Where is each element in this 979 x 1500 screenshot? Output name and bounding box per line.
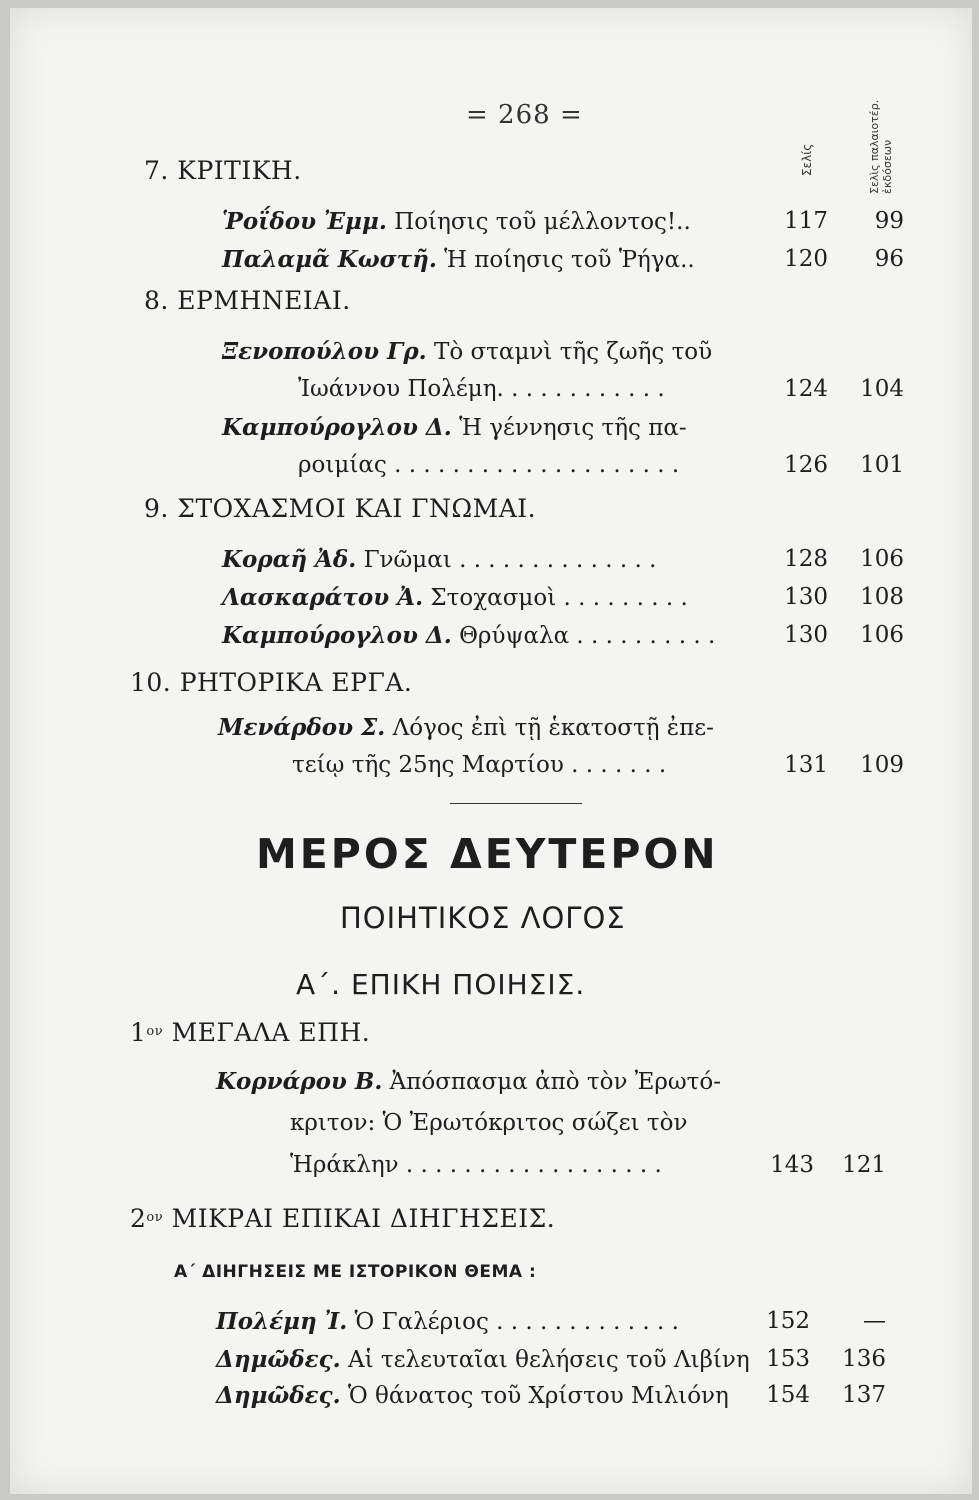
entry-author: Ξενοπούλου Γρ.	[222, 338, 427, 365]
toc-entry	[222, 546, 656, 573]
entry-continuation: ροιμίας . . . . . . . . . . . . . . . . . . . .	[298, 452, 680, 478]
entry-continuation: κριτον: Ὁ Ἐρωτόκριτος σώζει τὸν	[290, 1110, 688, 1136]
entry-page: 154	[766, 1382, 810, 1408]
entry-page: 143	[770, 1152, 814, 1178]
entry-author: Κοραῆ Ἀδ.	[222, 546, 357, 573]
entry-author: Ῥοΐδου Ἐμμ.	[222, 208, 387, 235]
entry-continuation: Ἡράκλην . . . . . . . . . . . . . . . . . .	[290, 1152, 662, 1178]
section-number: 2	[130, 1204, 147, 1233]
toc-entry	[216, 1068, 721, 1095]
toc-entry	[222, 208, 691, 235]
entry-title: Θρύψαλα . . . . . . . . . .	[459, 623, 716, 649]
section-label: ΜΕΓΑΛΑ ΕΠΗ.	[171, 1018, 371, 1047]
entry-old-page: 104	[860, 376, 904, 402]
subsection-heading: Α΄ ΔΙΗΓΗΣΕΙΣ ΜΕ ΙΣΤΟΡΙΚΟΝ ΘΕΜΑ :	[174, 1262, 537, 1282]
entry-old-page: 106	[860, 546, 904, 572]
entry-title: Ἀπόσπασμα ἀπὸ τὸν Ἐρωτό-	[389, 1069, 721, 1095]
entry-page: 153	[766, 1346, 810, 1372]
toc-entry	[222, 622, 715, 649]
entry-page: 124	[784, 376, 828, 402]
entry-author: Παλαμᾶ Κωστῆ.	[222, 246, 437, 273]
section-number: 1	[130, 1018, 147, 1047]
entry-title: Γνῶμαι . . . . . . . . . . . . . .	[363, 547, 657, 573]
entry-old-page: 137	[842, 1382, 886, 1408]
entry-page: 152	[766, 1308, 810, 1334]
entry-author: Καμπούρογλου Δ.	[222, 622, 452, 649]
entry-title: Ὁ Γαλέριος . . . . . . . . . . . . .	[354, 1309, 679, 1335]
entry-page: 128	[784, 546, 828, 572]
entry-page: 131	[784, 752, 828, 778]
entry-old-page: 106	[860, 622, 904, 648]
section-ordinal: ον	[146, 1024, 164, 1039]
part-title: ΜΕΡΟΣ ΔΕΥΤΕΡΟΝ	[256, 830, 719, 878]
entry-page: 130	[784, 584, 828, 610]
entry-title: Λόγος ἐπὶ τῇ ἑκατοστῇ ἐπε-	[392, 715, 714, 741]
toc-entry	[222, 414, 687, 441]
entry-old-page: 109	[860, 752, 904, 778]
toc-entry	[216, 1346, 750, 1373]
entry-author: Μενάρδου Σ.	[218, 714, 386, 741]
toc-entry	[216, 1308, 679, 1335]
entry-title: Ἡ γέννησις τῆς πα-	[459, 415, 687, 441]
column-header-page: Σελίς	[800, 143, 814, 176]
section-heading	[130, 1018, 370, 1047]
entry-title: Αἱ τελευταῖαι θελήσεις τοῦ Λιβίνη	[347, 1347, 750, 1373]
entry-old-page: 101	[860, 452, 904, 478]
toc-entry	[222, 338, 712, 365]
entry-title: Τὸ σταμνὶ τῆς ζωῆς τοῦ	[433, 339, 713, 365]
entry-page: 117	[784, 208, 828, 234]
column-header-old-page: Σελὶς παλαιοτέρ. ἐκδόσεων	[868, 99, 894, 194]
section-heading: 7. ΚΡΙΤΙΚΗ.	[144, 156, 302, 185]
entry-author: Δημῶδες.	[216, 1346, 341, 1373]
part-section-title: Α΄. ΕΠΙΚΗ ΠΟΙΗΣΙΣ.	[296, 968, 586, 1001]
section-heading: 10. ΡΗΤΟΡΙΚΑ ΕΡΓΑ.	[130, 668, 413, 697]
entry-title: Ἡ ποίησις τοῦ Ῥήγα..	[444, 247, 695, 273]
entry-page: 120	[784, 246, 828, 272]
entry-old-page: —	[863, 1308, 886, 1334]
entry-page: 126	[784, 452, 828, 478]
section-heading: 8. ΕΡΜΗΝΕΙΑΙ.	[144, 286, 351, 315]
part-subtitle: ΠΟΙΗΤΙΚΟΣ ΛΟΓΟΣ	[340, 901, 626, 935]
entry-author: Καμπούρογλου Δ.	[222, 414, 452, 441]
entry-title: Στοχασμοὶ . . . . . . . . .	[430, 585, 688, 611]
entry-old-page: 99	[874, 208, 904, 234]
page-number: = 268 =	[466, 100, 583, 130]
entry-old-page: 136	[842, 1346, 886, 1372]
entry-old-page: 96	[874, 246, 904, 272]
entry-title: Ποίησις τοῦ μέλλοντος!..	[394, 209, 691, 235]
section-heading	[130, 1204, 555, 1233]
toc-entry	[218, 714, 714, 741]
entry-page: 130	[784, 622, 828, 648]
section-heading: 9. ΣΤΟΧΑΣΜΟΙ ΚΑΙ ΓΝΩΜΑΙ.	[144, 494, 537, 523]
section-ordinal: ον	[146, 1210, 164, 1225]
entry-old-page: 121	[842, 1152, 886, 1178]
entry-continuation: τείῳ τῆς 25ης Μαρτίου . . . . . . .	[292, 752, 667, 778]
entry-author: Κορνάρου Β.	[216, 1068, 383, 1095]
section-label: ΜΙΚΡΑΙ ΕΠΙΚΑΙ ΔΙΗΓΗΣΕΙΣ.	[171, 1204, 556, 1233]
book-page	[10, 8, 972, 1494]
entry-author: Λασκαράτου Ἀ.	[222, 584, 424, 611]
divider	[450, 803, 582, 804]
entry-author: Δημῶδες.	[216, 1382, 341, 1409]
toc-entry	[222, 584, 688, 611]
entry-continuation: Ἰωάννου Πολέμη. . . . . . . . . . . .	[298, 376, 665, 402]
toc-entry	[216, 1382, 729, 1409]
toc-entry	[222, 246, 695, 273]
entry-author: Πολέμη Ἰ.	[216, 1308, 348, 1335]
entry-title: Ὁ θάνατος τοῦ Χρίστου Μιλιόνη	[347, 1383, 729, 1409]
entry-old-page: 108	[860, 584, 904, 610]
